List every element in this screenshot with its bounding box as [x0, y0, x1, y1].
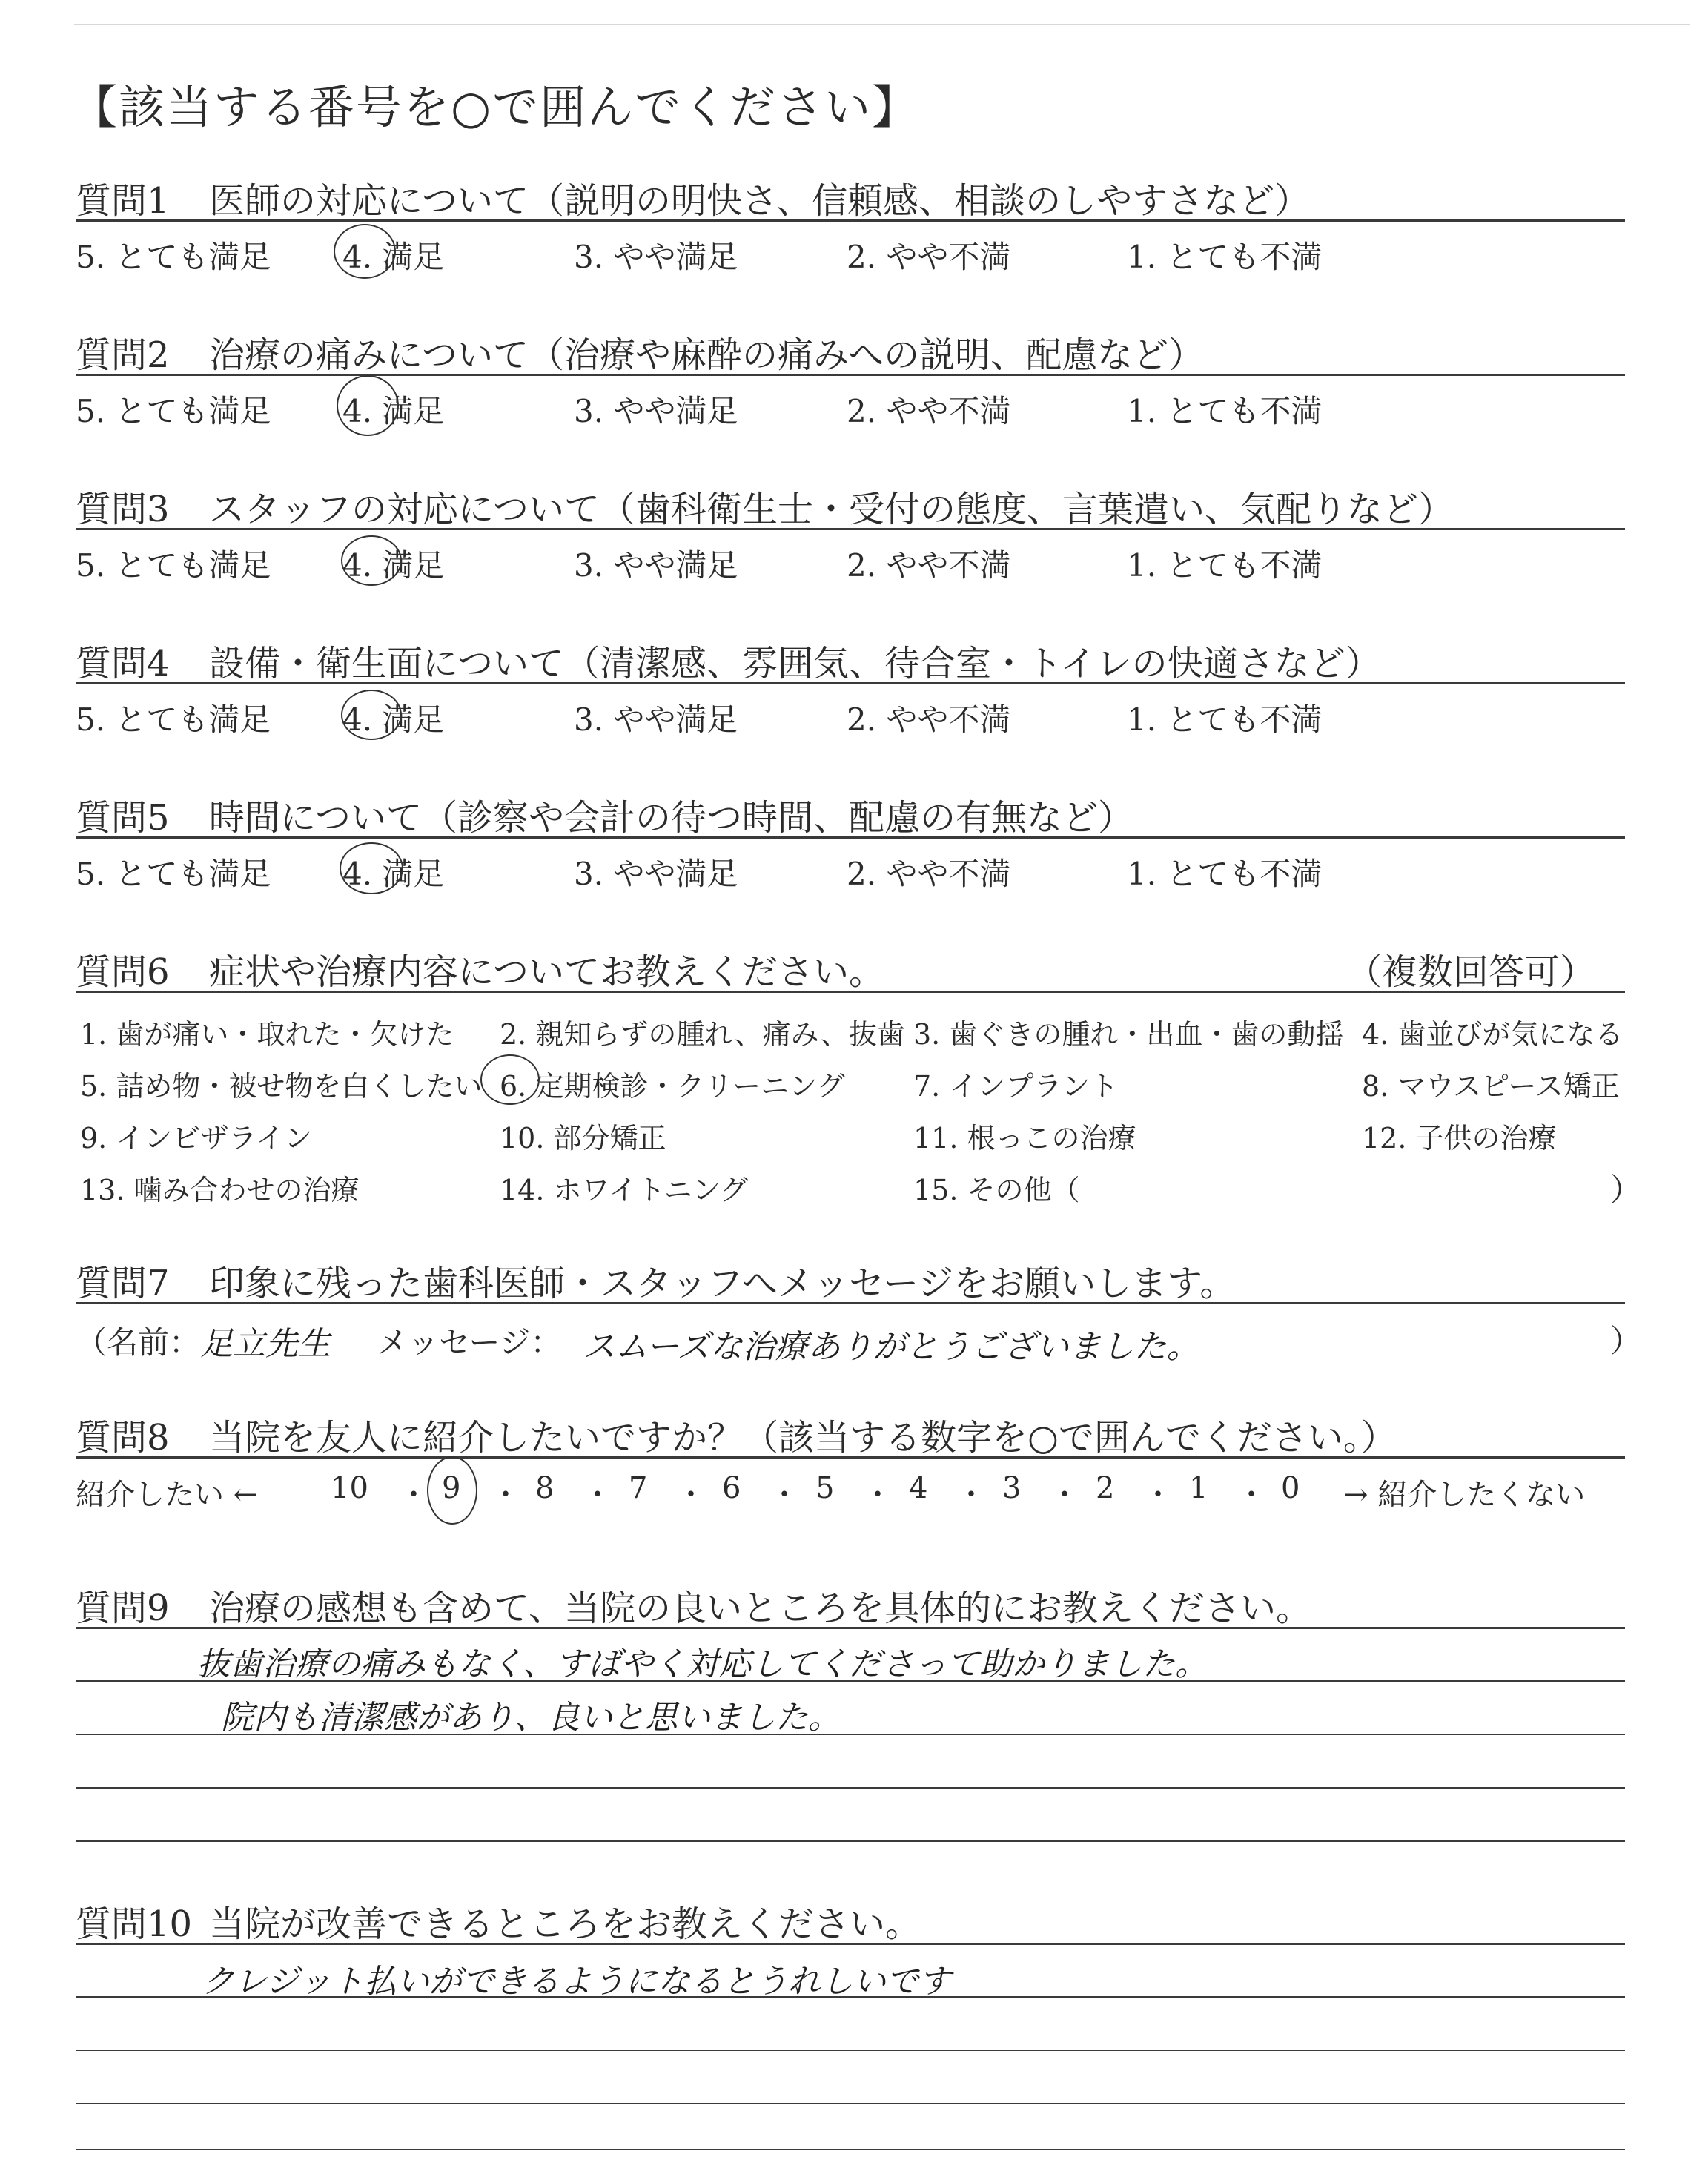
scale-value-5[interactable]: 5: [815, 1471, 835, 1505]
q6-item-2[interactable]: 2. 親知らずの腫れ、痛み、抜歯: [500, 1018, 905, 1051]
scale-value-0[interactable]: 0: [1281, 1471, 1300, 1505]
q2-option-2[interactable]: 2. やや不満: [847, 393, 1011, 429]
writing-line: [76, 1840, 1625, 1842]
top-border-line: [74, 24, 1690, 25]
q3-option-4[interactable]: 4. 満足: [342, 547, 445, 584]
q1-answer-circle: [334, 224, 396, 279]
scale-right-label: → 紹介したくない: [1343, 1478, 1586, 1512]
writing-line: [76, 1734, 1625, 1735]
q7-message-value[interactable]: スムーズな治療ありがとうございました。: [583, 1328, 1199, 1366]
q7-name-value[interactable]: 足立先生: [200, 1325, 331, 1363]
q6-item-5[interactable]: 5. 詰め物・被せ物を白くしたい: [80, 1070, 483, 1103]
q5-option-3[interactable]: 3. やや満足: [574, 856, 738, 892]
q6-item-1[interactable]: 1. 歯が痛い・取れた・欠けた: [80, 1018, 454, 1051]
q6-item-13[interactable]: 13. 噛み合わせの治療: [80, 1174, 360, 1206]
question-5-rule: [76, 836, 1625, 839]
question-8-rule: [76, 1456, 1625, 1459]
scale-value-1[interactable]: 1: [1189, 1471, 1208, 1505]
scale-sep: ・: [1237, 1478, 1266, 1512]
q5-option-1[interactable]: 1. とても不満: [1127, 856, 1323, 892]
writing-line: [76, 2149, 1625, 2150]
question-3-rule: [76, 528, 1625, 530]
multiple-answers-note: （複数回答可）: [1345, 951, 1595, 993]
instruction-header: 【該当する番号を○で囲んでください】: [71, 80, 920, 134]
scale-sep: ・: [676, 1478, 706, 1512]
scale-sep: ・: [956, 1478, 986, 1512]
q9-answer-line-1[interactable]: 抜歯治療の痛みもなく、すばやく対応してくださって助かりました。: [197, 1645, 1208, 1683]
question-4-title: 質問4 設備・衛生面について（清潔感、雰囲気、待合室・トイレの快適さなど）: [76, 643, 1381, 684]
scale-sep: ・: [1143, 1478, 1173, 1512]
q1-option-4[interactable]: 4. 満足: [342, 239, 445, 275]
q1-option-5[interactable]: 5. とても満足: [76, 239, 271, 275]
q6-item-12[interactable]: 12. 子供の治療: [1362, 1122, 1557, 1155]
scale-left-label: 紹介したい ←: [76, 1478, 259, 1512]
q7-name-label: （名前：: [76, 1324, 201, 1361]
scale-value-2[interactable]: 2: [1096, 1471, 1115, 1505]
question-9-rule: [76, 1627, 1625, 1629]
q3-answer-circle: [341, 535, 402, 586]
q5-option-2[interactable]: 2. やや不満: [847, 856, 1011, 892]
question-4-rule: [76, 682, 1625, 684]
question-2-title: 質問2 治療の痛みについて（治療や麻酔の痛みへの説明、配慮など）: [76, 334, 1205, 376]
q5-option-5[interactable]: 5. とても満足: [76, 856, 271, 892]
scale-value-3[interactable]: 3: [1002, 1471, 1022, 1505]
q3-option-5[interactable]: 5. とても満足: [76, 547, 271, 584]
q6-item-6[interactable]: 6. 定期検診・クリーニング: [500, 1070, 845, 1103]
q6-item-4[interactable]: 4. 歯並びが気になる: [1362, 1018, 1623, 1051]
q6-item-10[interactable]: 10. 部分矯正: [500, 1122, 666, 1155]
writing-line: [76, 1787, 1625, 1789]
q2-option-4[interactable]: 4. 満足: [342, 393, 445, 429]
q6-answer-circle: [480, 1054, 540, 1105]
writing-line: [76, 1680, 1625, 1682]
writing-line: [76, 2050, 1625, 2051]
q6-item-15[interactable]: 15. その他（: [913, 1174, 1080, 1206]
question-3-title: 質問3 スタッフの対応について（歯科衛生士・受付の態度、言葉遣い、気配りなど）: [76, 489, 1454, 530]
q1-option-2[interactable]: 2. やや不満: [847, 239, 1011, 275]
question-7-title: 質問7 印象に残った歯科医師・スタッフへメッセージをお願いします。: [76, 1263, 1236, 1304]
scale-sep: ・: [491, 1478, 520, 1512]
question-1-title: 質問1 医師の対応について（説明の明快さ、信頼感、相談のしやすさなど）: [76, 180, 1311, 222]
writing-line: [76, 1996, 1625, 1998]
q3-option-1[interactable]: 1. とても不満: [1127, 547, 1323, 584]
question-10-rule: [76, 1943, 1625, 1945]
q6-item-11[interactable]: 11. 根っこの治療: [913, 1122, 1136, 1155]
scale-sep: ・: [1050, 1478, 1079, 1512]
q7-close-paren: ）: [1610, 1323, 1642, 1359]
q6-item-8[interactable]: 8. マウスピース矯正: [1362, 1070, 1620, 1103]
q6-item-7[interactable]: 7. インプラント: [913, 1070, 1119, 1103]
question-2-rule: [76, 374, 1625, 376]
q1-option-1[interactable]: 1. とても不満: [1127, 239, 1323, 275]
q4-option-2[interactable]: 2. やや不満: [847, 701, 1011, 738]
scale-value-8[interactable]: 8: [535, 1471, 555, 1505]
q6-item-9[interactable]: 9. インビザライン: [80, 1122, 313, 1155]
scale-value-9[interactable]: 9: [442, 1471, 461, 1505]
scale-sep: ・: [399, 1478, 428, 1512]
q5-option-4[interactable]: 4. 満足: [342, 856, 445, 892]
scale-sep: ・: [583, 1478, 612, 1512]
question-6-title: 質問6 症状や治療内容についてお教えください。: [76, 951, 885, 993]
q7-message-label: メッセージ：: [377, 1324, 562, 1361]
scale-value-7[interactable]: 7: [629, 1471, 648, 1505]
q6-item-14[interactable]: 14. ホワイトニング: [500, 1174, 749, 1206]
q5-answer-circle: [340, 842, 403, 894]
question-6-rule: [76, 991, 1625, 993]
q4-option-5[interactable]: 5. とても満足: [76, 701, 271, 738]
q2-option-3[interactable]: 3. やや満足: [574, 393, 738, 429]
question-1-rule: [76, 219, 1625, 222]
scale-sep: ・: [863, 1478, 893, 1512]
scale-sep: ・: [769, 1478, 799, 1512]
q6-item-15-close-paren: ）: [1610, 1172, 1642, 1208]
q2-option-1[interactable]: 1. とても不満: [1127, 393, 1323, 429]
scale-value-4[interactable]: 4: [909, 1471, 928, 1505]
writing-line: [76, 2103, 1625, 2104]
q2-option-5[interactable]: 5. とても満足: [76, 393, 271, 429]
q3-option-3[interactable]: 3. やや満足: [574, 547, 738, 584]
question-7-rule: [76, 1302, 1625, 1304]
question-8-title: 質問8 当院を友人に紹介したいですか？（該当する数字を○で囲んでください。）: [76, 1417, 1397, 1459]
q2-answer-circle: [337, 375, 399, 436]
q3-option-2[interactable]: 2. やや不満: [847, 547, 1011, 584]
question-10-title: 質問10 当院が改善できるところをお教えください。: [76, 1903, 921, 1945]
q8-answer-circle: [427, 1456, 477, 1525]
q4-answer-circle: [341, 690, 402, 740]
q9-answer-line-2[interactable]: 院内も清潔感があり、良いと思いました。: [221, 1699, 841, 1737]
question-5-title: 質問5 時間について（診察や会計の待つ時間、配慮の有無など）: [76, 797, 1134, 839]
scale-value-10[interactable]: 10: [331, 1471, 368, 1505]
q4-option-1[interactable]: 1. とても不満: [1127, 701, 1323, 738]
q6-item-3[interactable]: 3. 歯ぐきの腫れ・出血・歯の動揺: [913, 1018, 1344, 1051]
q4-option-3[interactable]: 3. やや満足: [574, 701, 738, 738]
question-9-title: 質問9 治療の感想も含めて、当院の良いところを具体的にお教えください。: [76, 1588, 1312, 1629]
q1-option-3[interactable]: 3. やや満足: [574, 239, 738, 275]
scale-value-6[interactable]: 6: [722, 1471, 741, 1505]
q10-answer-line-1[interactable]: クレジット払いができるようになるとうれしいです: [202, 1963, 951, 2001]
q4-option-4[interactable]: 4. 満足: [342, 701, 445, 738]
